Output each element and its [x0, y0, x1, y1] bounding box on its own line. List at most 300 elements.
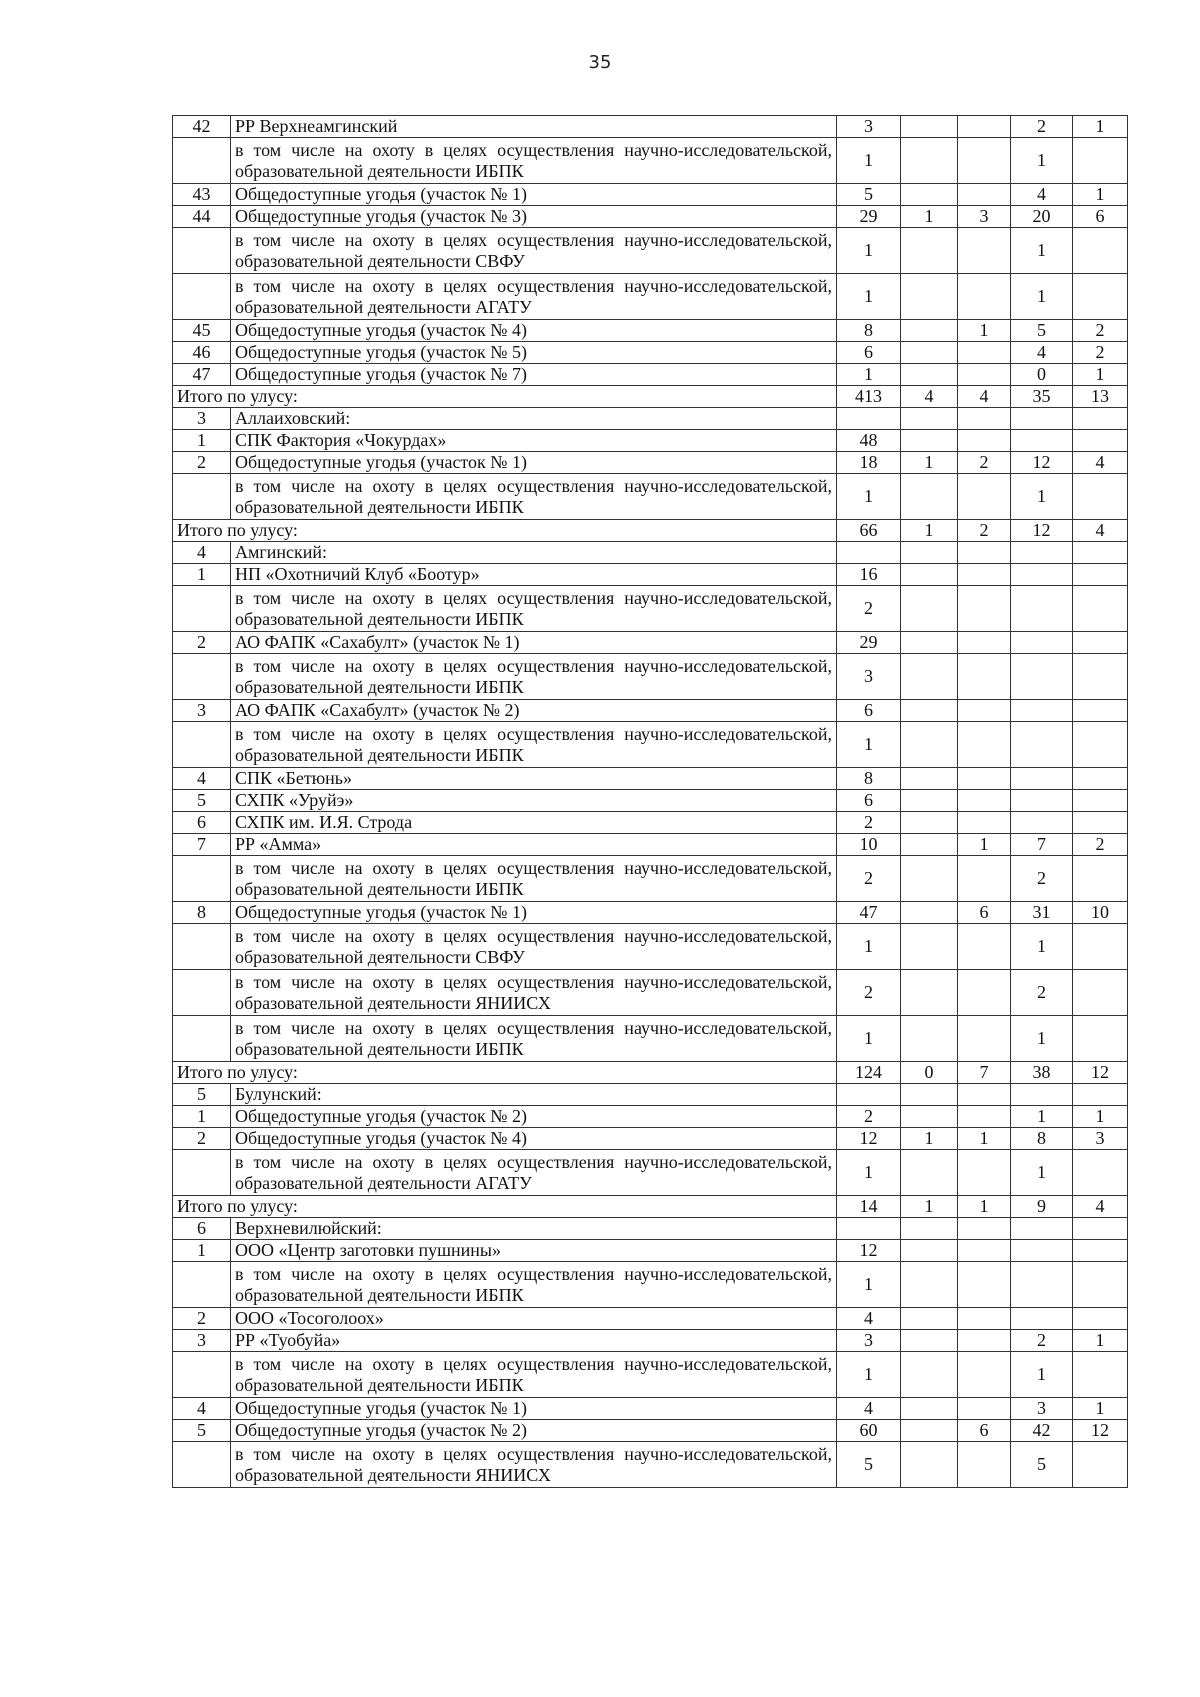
item-name: НП «Охотничий Клуб «Боотур»	[231, 564, 837, 586]
value-cell-2	[901, 1218, 958, 1240]
table-row	[173, 1330, 1128, 1352]
row-number: 3	[173, 1330, 231, 1352]
row-number: 8	[173, 902, 231, 924]
table-row	[173, 452, 1128, 474]
value-cell-4: 31	[1011, 902, 1073, 924]
row-number: 5	[173, 1420, 231, 1442]
value-cell-5: 12	[1073, 1420, 1128, 1442]
item-name: Общедоступные угодья (участок № 4)	[231, 1128, 837, 1150]
value-cell-3	[958, 1262, 1011, 1308]
row-number: 44	[173, 206, 231, 228]
value-cell-5: 1	[1073, 364, 1128, 386]
value-cell-2	[901, 1150, 958, 1196]
value-cell-5	[1073, 632, 1128, 654]
value-cell-4	[1011, 1218, 1073, 1240]
value-cell-4	[1011, 654, 1073, 700]
row-number	[173, 722, 231, 768]
value-cell-1: 2	[837, 586, 901, 632]
row-number	[173, 474, 231, 520]
page-number: 35	[588, 52, 612, 73]
value-cell-2	[901, 834, 958, 856]
value-cell-3	[958, 1330, 1011, 1352]
value-cell-4: 1	[1011, 228, 1073, 274]
sub-row	[173, 586, 1128, 632]
row-number: 46	[173, 342, 231, 364]
row-number: 3	[173, 700, 231, 722]
value-cell-1: 6	[837, 700, 901, 722]
value-cell-5	[1073, 768, 1128, 790]
value-cell-4: 1	[1011, 474, 1073, 520]
value-cell-2: 4	[901, 386, 958, 408]
sub-row	[173, 1016, 1128, 1062]
table-row	[173, 834, 1128, 856]
row-number	[173, 970, 231, 1016]
table-row	[173, 1420, 1128, 1442]
value-cell-4	[1011, 542, 1073, 564]
value-cell-4	[1011, 1084, 1073, 1106]
value-cell-4: 4	[1011, 184, 1073, 206]
value-cell-4: 3	[1011, 1398, 1073, 1420]
sub-description: в том числе на охоту в целях осуществления научно-исследовательской, образовательной деятельности ИБПК	[231, 474, 837, 520]
value-cell-1: 3	[837, 116, 901, 138]
value-cell-3	[958, 1240, 1011, 1262]
value-cell-2: 1	[901, 452, 958, 474]
value-cell-5: 4	[1073, 520, 1128, 542]
row-number: 2	[173, 632, 231, 654]
value-cell-4: 5	[1011, 320, 1073, 342]
sub-row	[173, 474, 1128, 520]
value-cell-3: 2	[958, 452, 1011, 474]
item-name: Булунский:	[231, 1084, 837, 1106]
row-number: 2	[173, 1308, 231, 1330]
value-cell-4: 2	[1011, 1330, 1073, 1352]
value-cell-3	[958, 856, 1011, 902]
value-cell-3	[958, 700, 1011, 722]
sub-description: в том числе на охоту в целях осуществления научно-исследовательской, образовательной деятельности ИБПК	[231, 1016, 837, 1062]
sub-description: в том числе на охоту в целях осуществления научно-исследовательской, образовательной деятельности ИБПК	[231, 856, 837, 902]
sub-description: в том числе на охоту в целях осуществления научно-исследовательской, образовательной деятельности ИБПК	[231, 586, 837, 632]
item-name: СХПК им. И.Я. Строда	[231, 812, 837, 834]
table-row	[173, 1398, 1128, 1420]
value-cell-3	[958, 542, 1011, 564]
value-cell-5	[1073, 1150, 1128, 1196]
value-cell-2	[901, 1262, 958, 1308]
quota-table	[172, 115, 1128, 1488]
value-cell-5	[1073, 1352, 1128, 1398]
value-cell-4: 12	[1011, 452, 1073, 474]
value-cell-4	[1011, 564, 1073, 586]
value-cell-1: 16	[837, 564, 901, 586]
row-number: 1	[173, 1106, 231, 1128]
value-cell-5	[1073, 586, 1128, 632]
value-cell-5: 4	[1073, 452, 1128, 474]
value-cell-1: 2	[837, 812, 901, 834]
value-cell-1: 1	[837, 1352, 901, 1398]
value-cell-3	[958, 430, 1011, 452]
value-cell-1: 47	[837, 902, 901, 924]
value-cell-2	[901, 856, 958, 902]
table-row	[173, 1106, 1128, 1128]
value-cell-2	[901, 116, 958, 138]
value-cell-3: 4	[958, 386, 1011, 408]
total-row	[173, 386, 1128, 408]
value-cell-3	[958, 474, 1011, 520]
item-name: СПК Фактория «Чокурдах»	[231, 430, 837, 452]
value-cell-1: 1	[837, 722, 901, 768]
value-cell-4: 1	[1011, 138, 1073, 184]
row-number	[173, 654, 231, 700]
value-cell-3: 1	[958, 320, 1011, 342]
value-cell-4: 8	[1011, 1128, 1073, 1150]
value-cell-4	[1011, 1240, 1073, 1262]
value-cell-4: 5	[1011, 1442, 1073, 1488]
value-cell-2	[901, 812, 958, 834]
value-cell-1: 12	[837, 1240, 901, 1262]
row-number: 4	[173, 1398, 231, 1420]
value-cell-5	[1073, 1442, 1128, 1488]
value-cell-1: 5	[837, 1442, 901, 1488]
sub-row	[173, 722, 1128, 768]
value-cell-4: 1	[1011, 1106, 1073, 1128]
value-cell-4: 1	[1011, 1150, 1073, 1196]
sub-row	[173, 970, 1128, 1016]
value-cell-2	[901, 1330, 958, 1352]
value-cell-3	[958, 184, 1011, 206]
item-name: Общедоступные угодья (участок № 2)	[231, 1106, 837, 1128]
value-cell-4: 0	[1011, 364, 1073, 386]
value-cell-5: 6	[1073, 206, 1128, 228]
sub-row	[173, 856, 1128, 902]
value-cell-2	[901, 138, 958, 184]
value-cell-3	[958, 1442, 1011, 1488]
row-number: 7	[173, 834, 231, 856]
value-cell-2: 1	[901, 1196, 958, 1218]
value-cell-5	[1073, 1218, 1128, 1240]
value-cell-1	[837, 408, 901, 430]
value-cell-3	[958, 722, 1011, 768]
item-name: Общедоступные угодья (участок № 2)	[231, 1420, 837, 1442]
value-cell-2	[901, 722, 958, 768]
value-cell-1: 14	[837, 1196, 901, 1218]
sub-row	[173, 1262, 1128, 1308]
value-cell-2	[901, 1106, 958, 1128]
value-cell-2: 1	[901, 520, 958, 542]
value-cell-1: 1	[837, 1150, 901, 1196]
total-label: Итого по улусу:	[173, 386, 837, 408]
value-cell-1: 48	[837, 430, 901, 452]
value-cell-5: 1	[1073, 1106, 1128, 1128]
value-cell-5: 3	[1073, 1128, 1128, 1150]
row-number: 1	[173, 564, 231, 586]
table-row	[173, 1218, 1128, 1240]
value-cell-3	[958, 1308, 1011, 1330]
value-cell-3	[958, 1016, 1011, 1062]
value-cell-5	[1073, 564, 1128, 586]
total-label: Итого по улусу:	[173, 520, 837, 542]
value-cell-4: 1	[1011, 1352, 1073, 1398]
value-cell-5: 12	[1073, 1062, 1128, 1084]
value-cell-5	[1073, 856, 1128, 902]
value-cell-2	[901, 342, 958, 364]
value-cell-4	[1011, 586, 1073, 632]
value-cell-3: 6	[958, 902, 1011, 924]
table-row	[173, 902, 1128, 924]
value-cell-1: 1	[837, 228, 901, 274]
value-cell-4	[1011, 722, 1073, 768]
value-cell-1: 1	[837, 924, 901, 970]
table-row	[173, 342, 1128, 364]
value-cell-4	[1011, 1262, 1073, 1308]
value-cell-1	[837, 542, 901, 564]
value-cell-2	[901, 1308, 958, 1330]
value-cell-1: 66	[837, 520, 901, 542]
value-cell-5	[1073, 654, 1128, 700]
value-cell-1: 1	[837, 138, 901, 184]
sub-row	[173, 1442, 1128, 1488]
value-cell-5: 2	[1073, 342, 1128, 364]
value-cell-3: 1	[958, 834, 1011, 856]
value-cell-2	[901, 364, 958, 386]
value-cell-4	[1011, 700, 1073, 722]
value-cell-4	[1011, 408, 1073, 430]
item-name: РР «Амма»	[231, 834, 837, 856]
value-cell-1: 4	[837, 1308, 901, 1330]
total-label: Итого по улусу:	[173, 1196, 837, 1218]
value-cell-3	[958, 1106, 1011, 1128]
value-cell-1	[837, 1218, 901, 1240]
value-cell-4: 4	[1011, 342, 1073, 364]
value-cell-5	[1073, 1308, 1128, 1330]
value-cell-4: 12	[1011, 520, 1073, 542]
value-cell-3	[958, 632, 1011, 654]
value-cell-1: 124	[837, 1062, 901, 1084]
value-cell-4: 2	[1011, 970, 1073, 1016]
row-number: 1	[173, 1240, 231, 1262]
row-number: 1	[173, 430, 231, 452]
value-cell-2	[901, 970, 958, 1016]
value-cell-1: 5	[837, 184, 901, 206]
value-cell-5	[1073, 542, 1128, 564]
item-name: ООО «Центр заготовки пушнины»	[231, 1240, 837, 1262]
value-cell-4	[1011, 1308, 1073, 1330]
value-cell-2	[901, 430, 958, 452]
value-cell-1: 18	[837, 452, 901, 474]
value-cell-5	[1073, 790, 1128, 812]
item-name: СХПК «Уруйэ»	[231, 790, 837, 812]
table-row	[173, 700, 1128, 722]
table-row	[173, 206, 1128, 228]
sub-row	[173, 924, 1128, 970]
value-cell-1: 413	[837, 386, 901, 408]
value-cell-1: 4	[837, 1398, 901, 1420]
value-cell-5	[1073, 274, 1128, 320]
value-cell-3	[958, 654, 1011, 700]
value-cell-5: 2	[1073, 834, 1128, 856]
row-number	[173, 274, 231, 320]
value-cell-3	[958, 768, 1011, 790]
table-row	[173, 320, 1128, 342]
value-cell-5	[1073, 700, 1128, 722]
value-cell-3	[958, 924, 1011, 970]
value-cell-5	[1073, 228, 1128, 274]
value-cell-3	[958, 1084, 1011, 1106]
row-number: 47	[173, 364, 231, 386]
value-cell-1: 10	[837, 834, 901, 856]
sub-row	[173, 1352, 1128, 1398]
value-cell-3	[958, 364, 1011, 386]
value-cell-5	[1073, 408, 1128, 430]
value-cell-4: 38	[1011, 1062, 1073, 1084]
value-cell-3	[958, 408, 1011, 430]
row-number	[173, 1352, 231, 1398]
value-cell-4: 20	[1011, 206, 1073, 228]
item-name: Общедоступные угодья (участок № 7)	[231, 364, 837, 386]
value-cell-4	[1011, 430, 1073, 452]
row-number	[173, 1150, 231, 1196]
table-row	[173, 632, 1128, 654]
value-cell-4: 42	[1011, 1420, 1073, 1442]
value-cell-2	[901, 184, 958, 206]
item-name: ООО «Тосоголоох»	[231, 1308, 837, 1330]
value-cell-1: 3	[837, 654, 901, 700]
value-cell-3	[958, 1398, 1011, 1420]
value-cell-4: 1	[1011, 274, 1073, 320]
value-cell-2: 1	[901, 1128, 958, 1150]
value-cell-2	[901, 474, 958, 520]
value-cell-4: 2	[1011, 116, 1073, 138]
table-row	[173, 430, 1128, 452]
row-number: 4	[173, 542, 231, 564]
value-cell-5: 1	[1073, 184, 1128, 206]
value-cell-5	[1073, 1240, 1128, 1262]
sub-row	[173, 274, 1128, 320]
value-cell-2	[901, 564, 958, 586]
value-cell-1: 12	[837, 1128, 901, 1150]
value-cell-2	[901, 632, 958, 654]
table-row	[173, 564, 1128, 586]
value-cell-3	[958, 970, 1011, 1016]
item-name: Общедоступные угодья (участок № 4)	[231, 320, 837, 342]
value-cell-1: 6	[837, 790, 901, 812]
value-cell-2	[901, 408, 958, 430]
total-row	[173, 520, 1128, 542]
value-cell-5: 1	[1073, 1398, 1128, 1420]
value-cell-3	[958, 116, 1011, 138]
item-name: Общедоступные угодья (участок № 1)	[231, 184, 837, 206]
item-name: РР «Туобуйа»	[231, 1330, 837, 1352]
sub-description: в том числе на охоту в целях осуществления научно-исследовательской, образовательной деятельности ЯНИИСХ	[231, 1442, 837, 1488]
table-row	[173, 184, 1128, 206]
value-cell-2	[901, 542, 958, 564]
sub-description: в том числе на охоту в целях осуществления научно-исследовательской, образовательной деятельности ЯНИИСХ	[231, 970, 837, 1016]
row-number: 45	[173, 320, 231, 342]
value-cell-1: 2	[837, 856, 901, 902]
value-cell-1: 1	[837, 1262, 901, 1308]
value-cell-3	[958, 1352, 1011, 1398]
row-number: 4	[173, 768, 231, 790]
value-cell-2	[901, 700, 958, 722]
row-number: 6	[173, 1218, 231, 1240]
value-cell-3	[958, 274, 1011, 320]
value-cell-2: 0	[901, 1062, 958, 1084]
value-cell-3: 1	[958, 1128, 1011, 1150]
value-cell-3	[958, 138, 1011, 184]
item-name: Общедоступные угодья (участок № 1)	[231, 452, 837, 474]
row-number: 43	[173, 184, 231, 206]
value-cell-3: 1	[958, 1196, 1011, 1218]
value-cell-3	[958, 342, 1011, 364]
value-cell-1: 8	[837, 768, 901, 790]
item-name: АО ФАПК «Сахабулт» (участок № 1)	[231, 632, 837, 654]
value-cell-4: 1	[1011, 924, 1073, 970]
value-cell-4: 9	[1011, 1196, 1073, 1218]
value-cell-2	[901, 1352, 958, 1398]
value-cell-4	[1011, 812, 1073, 834]
value-cell-5	[1073, 722, 1128, 768]
value-cell-1: 60	[837, 1420, 901, 1442]
row-number: 3	[173, 408, 231, 430]
table-row	[173, 542, 1128, 564]
value-cell-5: 10	[1073, 902, 1128, 924]
table-row	[173, 1128, 1128, 1150]
total-row	[173, 1196, 1128, 1218]
total-label: Итого по улусу:	[173, 1062, 837, 1084]
value-cell-5: 4	[1073, 1196, 1128, 1218]
row-number: 42	[173, 116, 231, 138]
value-cell-2	[901, 586, 958, 632]
value-cell-2	[901, 654, 958, 700]
value-cell-3	[958, 812, 1011, 834]
sub-description: в том числе на охоту в целях осуществления научно-исследовательской, образовательной деятельности ИБПК	[231, 1352, 837, 1398]
value-cell-5	[1073, 970, 1128, 1016]
value-cell-5	[1073, 138, 1128, 184]
table-row	[173, 408, 1128, 430]
row-number	[173, 1262, 231, 1308]
sub-description: в том числе на охоту в целях осуществления научно-исследовательской, образовательной деятельности ИБПК	[231, 1262, 837, 1308]
row-number: 5	[173, 790, 231, 812]
value-cell-2: 1	[901, 206, 958, 228]
table-row	[173, 364, 1128, 386]
value-cell-3	[958, 228, 1011, 274]
value-cell-5	[1073, 1016, 1128, 1062]
value-cell-2	[901, 1420, 958, 1442]
item-name: Амгинский:	[231, 542, 837, 564]
value-cell-4: 35	[1011, 386, 1073, 408]
value-cell-1: 2	[837, 970, 901, 1016]
table-row	[173, 812, 1128, 834]
value-cell-4: 7	[1011, 834, 1073, 856]
item-name: Аллаиховский:	[231, 408, 837, 430]
row-number	[173, 138, 231, 184]
row-number: 2	[173, 452, 231, 474]
value-cell-2	[901, 320, 958, 342]
value-cell-2	[901, 1398, 958, 1420]
value-cell-5: 1	[1073, 1330, 1128, 1352]
value-cell-3: 7	[958, 1062, 1011, 1084]
value-cell-5: 13	[1073, 386, 1128, 408]
value-cell-1: 6	[837, 342, 901, 364]
value-cell-2	[901, 902, 958, 924]
item-name: Общедоступные угодья (участок № 1)	[231, 902, 837, 924]
table-row	[173, 1308, 1128, 1330]
value-cell-2	[901, 274, 958, 320]
sub-row	[173, 138, 1128, 184]
item-name: Общедоступные угодья (участок № 3)	[231, 206, 837, 228]
sub-description: в том числе на охоту в целях осуществления научно-исследовательской, образовательной деятельности СВФУ	[231, 228, 837, 274]
row-number	[173, 1442, 231, 1488]
table-row	[173, 768, 1128, 790]
total-row	[173, 1062, 1128, 1084]
